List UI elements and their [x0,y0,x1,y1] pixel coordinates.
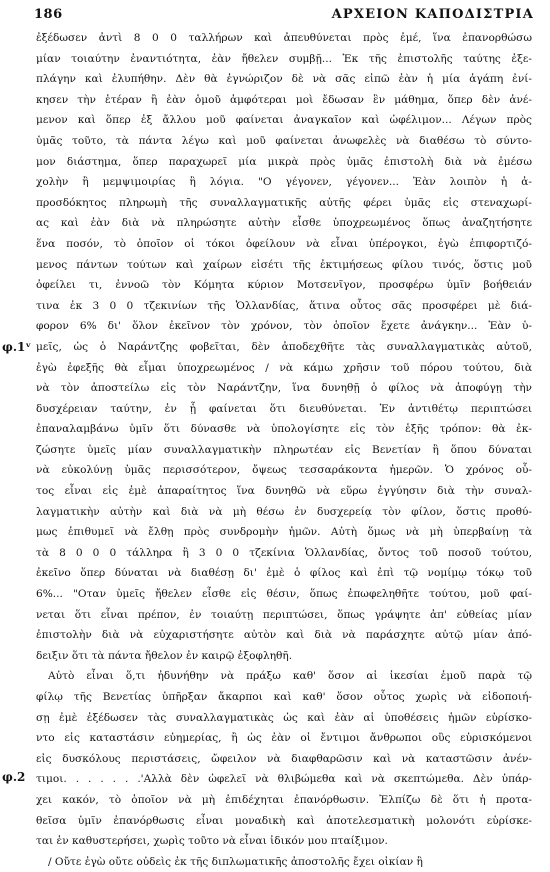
text-line: ζώσητε ὑμεῖς μίαν συναλλαγματικὴν πληρωτέαν εἰς Βενετίαν ἢ ὅπου δύναται [36,443,532,456]
text-line: εἰς δυσκόλους περιστάσεις, ὤφειλον νὰ διαφθαρῶσιν καὶ νὰ καταστῶσιν ἀνέν- [36,752,532,765]
text-line: μεῖς, ὡς ὁ Ναράντζης φοβεῖται, δὲν ἀποδεχθῆτε τὰς συναλλαγματικὰς αὐτοῦ, [36,340,532,353]
text-line: νὰ τὸν ἀποστείλω εἰς τὸν Ναράντζην, ἵνα δυνηθῇ ὁ φίλος νὰ ἀποφύγῃ τὴν [36,382,532,395]
page-header [0,0,550,30]
text-line: ὑμᾶς τοῦτο, τὰ πάντα λέγω καὶ μοῦ φαίνεται ἀνωφελὲς νὰ διαθέσω τὸ σύντο- [36,134,532,147]
text-line: δειξιν ὅτι τὰ πάντα ἤθελον ἐν καιρῷ ἐξοφληθῆ. [36,649,293,662]
text-line: 6%... "Οταν ὑμεῖς ἤθελεν εἶσθε εἰς θέσιν, ὅπως ἐπωφεληθῆτε τούτου, μοῦ φαί- [36,588,532,601]
text-line: χολὴν ἢ μεμψιμοιρίας ἢ λόγια. "Ο γέγονεν, γέγονεν... Ἐὰν λοιπὸν ἡ ἀ- [36,176,532,189]
text-line: μενον καὶ ὅπερ ἐξ ἄλλου μοῦ φαίνεται ἀναγκαῖον καὶ ὠφέλιμον... Λέγων πρὸς [36,114,532,127]
text-line: μενος πάντων τούτων καὶ χαίρων εἰσέτι τῆς ἐκτιμήσεως φίλου τινός, ὅστις μοῦ [36,258,532,271]
text-line: ἐπαναλαμβάνω ὑμῖν ὅτι δύνασθε νὰ ὑπολογίσητε εἰς τὸν ἑξῆς τρόπον: θὰ ἐκ- [36,423,532,436]
text-line: τινα ἐκ 3 0 0 τζεκινίων τῆς Ὁλλανδίας, ἅτινα οὗτος σᾶς προσφέρει μὲ διά- [36,299,532,312]
text-line: λαγματικὴν αὐτὴν καὶ διὰ νὰ μὴ θέσω ἐν δυσχερείᾳ τὸν φίλον, ὅστις προθύ- [36,505,532,518]
text-line: ται ἐν καθυστερήσει, χωρὶς τοῦτο νὰ εἶναι ἰδικόν μου πταίξιμον. [36,835,388,848]
text-line: σῃ ἐμὲ ἐξέδωσεν τὰς συναλλαγματικὰς ὡς καὶ ἐὰν αἱ ὑποθέσεις ἡμῶν εὑρίσκο- [36,711,532,724]
text-line: θεῖσα ὑμῖν ἐπανόρθωσις εἶναι μοναδικὴ καὶ ἀποτελεσματικὴ μολονότι εὑρίσκε- [36,814,532,827]
margin-folio-note: φ.2 [2,770,26,784]
text-line: μως ἐπιθυμεῖ νὰ ἔλθῃ πρὸς συνδρομὴν ἡμῶν. Αὐτὴ ὅμως νὰ μὴ ὑπερβαίνῃ τὰ [36,526,532,539]
text-line: ὀφείλει τι, ἐννοῶ τὸν Κόμητα κύριον Μοτσενῖγον, προσφέρω ὑμῖν βοήθειάν [36,279,532,292]
text-line: ἕνα ποσόν, τὸ ὁποῖον οἱ τόκοι ὀφείλουν νὰ εἶναι ὑπέρογκοι, ἐγὼ ἐπιφορτιζό- [36,237,532,250]
text-line: τιμοι. . . . . . .'Αλλὰ δὲν ὠφελεῖ νὰ θλιβώμεθα καὶ νὰ σκεπτώμεθα. Δὲν ὑπάρ- [36,773,532,786]
page-number: 186 [34,7,63,22]
text-line: μίαν τοιαύτην ἐναντιότητα, ἐὰν ἤθελεν συμβῇ... Ἐκ τῆς ἐπιστολῆς ταύτης ἐξε- [36,52,532,65]
text-line: τὰ 8 0 0 0 τάλληρα ἢ 3 0 0 τζεκίνια Ὁλλανδίας, ὄντος τοῦ ποσοῦ τούτου, [36,546,532,559]
text-line: τος εἶναι εἰς ἐμὲ ἀπαραίτητος ἵνα δυνηθῶ νὰ εὕρω ἐγγύησιν διὰ τὴν συναλ- [36,485,532,498]
text-line: νεται ὅτι εἶναι πρέπον, ἐν τοιαύτῃ περιπτώσει, ὅπως γράψητε ἀπ' εὐθείας μίαν [36,608,532,621]
text-line: μον διάστημα, ὅπερ παραχωρεῖ μία μικρὰ πρὸς ὑμᾶς ἐπιστολὴ διὰ νὰ ἐμέσω [36,155,532,168]
running-head: ΑΡΧΕΙΟΝ ΚΑΠΟΔΙΣΤΡΙΑ [331,7,534,22]
text-line: πλάγην καὶ ἐλυπήθην. Δὲν θὰ ἐγνώριζον δὲ νὰ σᾶς εἰπῶ ἐὰν ἡ μία ἀγάπη ἐνί- [36,73,532,86]
text-line: χει κακόν, τὸ ὁποῖον νὰ μὴ ἐπιδέχηται ἐπανόρθωσιν. Ἐλπίζω δὲ ὅτι ἡ προτα- [36,793,532,806]
text-line: ἐξέδωσεν ἀντὶ 8 0 0 ταλλήρων καὶ ἀπευθύνεται πρὸς ἐμέ, ἵνα ἐπανορθώσω [36,32,532,44]
text-line: κησεν τὴν ἑτέραν ἢ ἐὰν ὁμοῦ ἀμφότεραι μοὶ ἔδωσαν ἓν μάθημα, ὅπερ δὲν ἀνέ- [36,93,532,106]
text-line: ἐπιστολὴν διὰ νὰ εὐχαριστήσητε αὐτὸν καὶ διὰ νὰ παράσχητε αὐτῷ μίαν ἀπό- [36,629,532,642]
text-line: ας καὶ ἐὰν διὰ νὰ πληρώσητε αὐτὴν εἶσθε ὑποχρεωμένος ὅπως ἀναζητήσητε [36,217,532,230]
text-line: ντο εἰς καταστάσιν εὐημερίας, ἢ ὡς ἐὰν οἱ ἔντιμοι ἄνθρωποι οὓς εὑρισκόμενοι [36,732,532,745]
text-line: φορον 6% δι' ὅλον ἐκεῖνον τὸν χρόνον, τὸν ὁποῖον ἔχετε ἀνάγκην... Ἐὰν ὑ- [36,320,532,333]
margin-folio-note: φ.1ᵛ [2,340,32,354]
body-text [36,28,532,872]
text-line: / Οὔτε ἐγὼ οὔτε οὐδεὶς ἐκ τῆς διπλωματικῆς ἀποστολῆς ἔχει οἰκίαν ἢ [48,855,423,868]
text-line: ἐκεῖνο ὅπερ δύναται νὰ διαθέσῃ δι' ἐμὲ ὁ φίλος καὶ ἐπὶ τῷ νομίμῳ τόκῳ τοῦ [36,567,532,580]
text-line: ἐγὼ ἐφεξῆς θὰ εἶμαι ὑποχρεωμένος / νὰ κάμω χρῆσιν τοῦ πόρου τούτου, διὰ [36,361,532,374]
text-line: Αὐτὸ εἶναι ὅ,τι ἠδυνήθην νὰ πράξω καθ' ὅσον αἱ ἱκεσίαι ἐμοῦ παρὰ τῷ [48,670,532,683]
text-line: νὰ εὐκολύνῃ ὑμᾶς περισσότερον, ὄψεως τεσσαράκοντα ἡμερῶν. Ὁ χρόνος οὗ- [36,464,532,477]
text-line: φίλῳ τῆς Βενετίας ὑπῆρξαν ἄκαρποι καὶ καθ' ὅσον οὗτος χωρὶς νὰ εἰδοποιή- [36,691,532,703]
text-line: προσδόκητος πληρωμὴ τῆς συναλλαγματικῆς αὐτῆς φέρει ὑμᾶς εἰς στεναχωρί- [36,196,532,209]
text-line: δυσχέρειαν ταύτην, ἐν ᾗ φαίνεται ὅτι διευθύνεται. Ἐν ἀντιθέτῳ περιπτώσει [36,402,532,415]
